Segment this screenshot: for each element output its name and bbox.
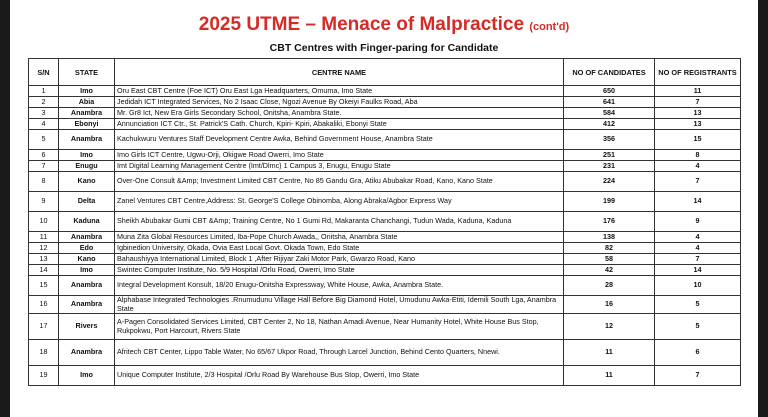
cell-state: Imo — [59, 86, 115, 97]
cell-centre-name: Over-One Consult &Amp; Investment Limited CBT Centre, No 85 Gandu Gra, Atiku Abubakar Road, Kano, Kano State — [115, 172, 564, 192]
cell-candidates: 199 — [564, 192, 655, 212]
cell-registrants: 7 — [655, 254, 741, 265]
cell-registrants: 10 — [655, 276, 741, 296]
cell-candidates: 138 — [564, 232, 655, 243]
cell-registrants: 9 — [655, 212, 741, 232]
cell-registrants: 7 — [655, 97, 741, 108]
header-registrants: NO OF REGISTRANTS — [655, 59, 741, 86]
cell-centre-name: Oru East CBT Centre (Foe ICT) Oru East Lga Headquarters, Omuma, Imo State — [115, 86, 564, 97]
table-row — [29, 119, 741, 130]
cell-sn: 19 — [29, 366, 59, 386]
page-subtitle: CBT Centres with Finger-paring for Candidate — [269, 42, 499, 54]
cbt-centres-table — [28, 58, 741, 386]
cell-centre-name: Jedidah ICT Integrated Services, No 2 Isaac Close, Ngozi Avenue By Okeiyi Faulks Road, Aba — [115, 97, 564, 108]
cell-candidates: 224 — [564, 172, 655, 192]
cell-state: Anambra — [59, 130, 115, 150]
cell-sn: 17 — [29, 314, 59, 340]
cell-centre-name: Swintec Computer Institute, No. 5/9 Hospital /Orlu Road, Owerri, Imo State — [115, 265, 564, 276]
cell-registrants: 7 — [655, 366, 741, 386]
cell-registrants: 7 — [655, 172, 741, 192]
table-row — [29, 276, 741, 296]
cell-centre-name: Alphabase Integrated Technologies .Rnumudunu Village Hall Before Big Diamond Hotel, Umudunu Awka-Etiti, Idemili South Lga, Anambra State — [115, 296, 564, 314]
cell-candidates: 12 — [564, 314, 655, 340]
cell-sn: 12 — [29, 243, 59, 254]
cell-centre-name: Integral Development Konsult, 18/20 Enugu-Onitsha Expressway, White House, Awka, Anambra State. — [115, 276, 564, 296]
cell-sn: 8 — [29, 172, 59, 192]
cell-state: Imo — [59, 150, 115, 161]
cell-centre-name: Bahaushiyya International Limited, Block 1 ,After Rijiyar Zaki Motor Park, Gwarzo Road, Kano — [115, 254, 564, 265]
cell-state: Delta — [59, 192, 115, 212]
table-row — [29, 172, 741, 192]
cell-sn: 15 — [29, 276, 59, 296]
cell-centre-name: Zanel Ventures CBT Centre,Address: St. George'S College Obinomba, Along Abraka/Agbor Express Way — [115, 192, 564, 212]
cell-candidates: 11 — [564, 366, 655, 386]
cell-state: Rivers — [59, 314, 115, 340]
cell-candidates: 11 — [564, 340, 655, 366]
table-row — [29, 192, 741, 212]
table-row — [29, 366, 741, 386]
cell-state: Anambra — [59, 340, 115, 366]
cell-candidates: 176 — [564, 212, 655, 232]
title-suffix: (cont'd) — [529, 21, 570, 33]
table-row — [29, 265, 741, 276]
table-row — [29, 150, 741, 161]
cell-state: Kaduna — [59, 212, 115, 232]
table-row — [29, 340, 741, 366]
cell-registrants: 5 — [655, 314, 741, 340]
cell-centre-name: Imt Digital Learning Management Centre (Imt/Dlmc) 1 Campus 3, Enugu, Enugu State — [115, 161, 564, 172]
cell-registrants: 13 — [655, 108, 741, 119]
table-header-row — [29, 59, 741, 86]
cell-sn: 9 — [29, 192, 59, 212]
cell-state: Anambra — [59, 276, 115, 296]
cell-registrants: 15 — [655, 130, 741, 150]
cell-registrants: 4 — [655, 243, 741, 254]
header-state: STATE — [59, 59, 115, 86]
cell-candidates: 42 — [564, 265, 655, 276]
cell-registrants: 6 — [655, 340, 741, 366]
cell-candidates: 412 — [564, 119, 655, 130]
cell-sn: 13 — [29, 254, 59, 265]
cell-centre-name: Unique Computer Institute, 2/3 Hospital /Orlu Road By Warehouse Bus Stop, Owerri, Imo State — [115, 366, 564, 386]
table-row — [29, 314, 741, 340]
table-row — [29, 254, 741, 265]
document-page — [10, 0, 758, 417]
cell-state: Anambra — [59, 108, 115, 119]
cell-candidates: 356 — [564, 130, 655, 150]
cell-candidates: 58 — [564, 254, 655, 265]
cell-candidates: 16 — [564, 296, 655, 314]
cell-state: Kano — [59, 254, 115, 265]
cell-sn: 3 — [29, 108, 59, 119]
cell-state: Kano — [59, 172, 115, 192]
cell-state: Anambra — [59, 296, 115, 314]
header-centre-name: CENTRE NAME — [115, 59, 564, 86]
title-text: 2025 UTME – Menace of Malpractice — [198, 14, 525, 35]
cell-sn: 16 — [29, 296, 59, 314]
cell-centre-name: Igbinedion University, Okada, Ovia East Local Govt. Okada Town, Edo State — [115, 243, 564, 254]
cell-registrants: 14 — [655, 192, 741, 212]
header-sn: S/N — [29, 59, 59, 86]
cell-candidates: 82 — [564, 243, 655, 254]
cell-state: Abia — [59, 97, 115, 108]
cell-state: Anambra — [59, 232, 115, 243]
cell-centre-name: Kachukwuru Ventures Staff Development Centre Awka, Behind Government House, Anambra State — [115, 130, 564, 150]
cell-sn: 1 — [29, 86, 59, 97]
table-row — [29, 243, 741, 254]
cell-centre-name: Afritech CBT Center, Lippo Table Water, No 65/67 Ukpor Road, Through Larcel Junction, Behind Cento Quarters, Nnewi. — [115, 340, 564, 366]
table-body — [29, 86, 741, 386]
table-row — [29, 86, 741, 97]
table-row — [29, 97, 741, 108]
cell-registrants: 14 — [655, 265, 741, 276]
header-candidates: NO OF CANDIDATES — [564, 59, 655, 86]
table-row — [29, 296, 741, 314]
cell-state: Imo — [59, 265, 115, 276]
cell-sn: 18 — [29, 340, 59, 366]
cell-sn: 4 — [29, 119, 59, 130]
cell-registrants: 8 — [655, 150, 741, 161]
cell-candidates: 650 — [564, 86, 655, 97]
cell-candidates: 28 — [564, 276, 655, 296]
cell-state: Imo — [59, 366, 115, 386]
table-row — [29, 232, 741, 243]
cell-candidates: 251 — [564, 150, 655, 161]
cell-sn: 11 — [29, 232, 59, 243]
cell-registrants: 4 — [655, 161, 741, 172]
cell-registrants: 4 — [655, 232, 741, 243]
cell-sn: 6 — [29, 150, 59, 161]
table-row — [29, 108, 741, 119]
cell-sn: 14 — [29, 265, 59, 276]
cell-state: Enugu — [59, 161, 115, 172]
cell-sn: 10 — [29, 212, 59, 232]
cell-registrants: 13 — [655, 119, 741, 130]
cell-state: Ebonyi — [59, 119, 115, 130]
cell-sn: 2 — [29, 97, 59, 108]
cell-centre-name: Annunciation ICT Ctr., St. Patrick'S Cath. Church, Kpiri- Kpiri, Abakaliki, Ebonyi State — [115, 119, 564, 130]
page-title — [10, 14, 758, 38]
cell-centre-name: Mr. Gr8 Ict, New Era Girls Secondary School, Onitsha, Anambra State. — [115, 108, 564, 119]
table-row — [29, 161, 741, 172]
table-row — [29, 212, 741, 232]
cell-centre-name: Muna Zita Global Resources Limited, Iba-Pope Church Awada,, Onitsha, Anambra State — [115, 232, 564, 243]
cell-centre-name: A-Pagen Consolidated Services Limited, CBT Center 2, No 18, Nathan Amadi Avenue, Near Humanity Hotel, White House Bus Stop, Rukpokwu, Port Harcourt, Rivers State — [115, 314, 564, 340]
cell-sn: 7 — [29, 161, 59, 172]
table-row — [29, 130, 741, 150]
cell-candidates: 231 — [564, 161, 655, 172]
cell-centre-name: Imo Girls ICT Centre, Ugwu-Orji, Okigwe Road Owerri, Imo State — [115, 150, 564, 161]
cell-centre-name: Sheikh Abubakar Gumi CBT &Amp; Training Centre, No 1 Gumi Rd, Makaranta Chanchangi, Tudun Wada, Kaduna, Kaduna — [115, 212, 564, 232]
cell-candidates: 641 — [564, 97, 655, 108]
cell-registrants: 11 — [655, 86, 741, 97]
cell-sn: 5 — [29, 130, 59, 150]
cell-candidates: 584 — [564, 108, 655, 119]
cell-registrants: 5 — [655, 296, 741, 314]
cell-state: Edo — [59, 243, 115, 254]
